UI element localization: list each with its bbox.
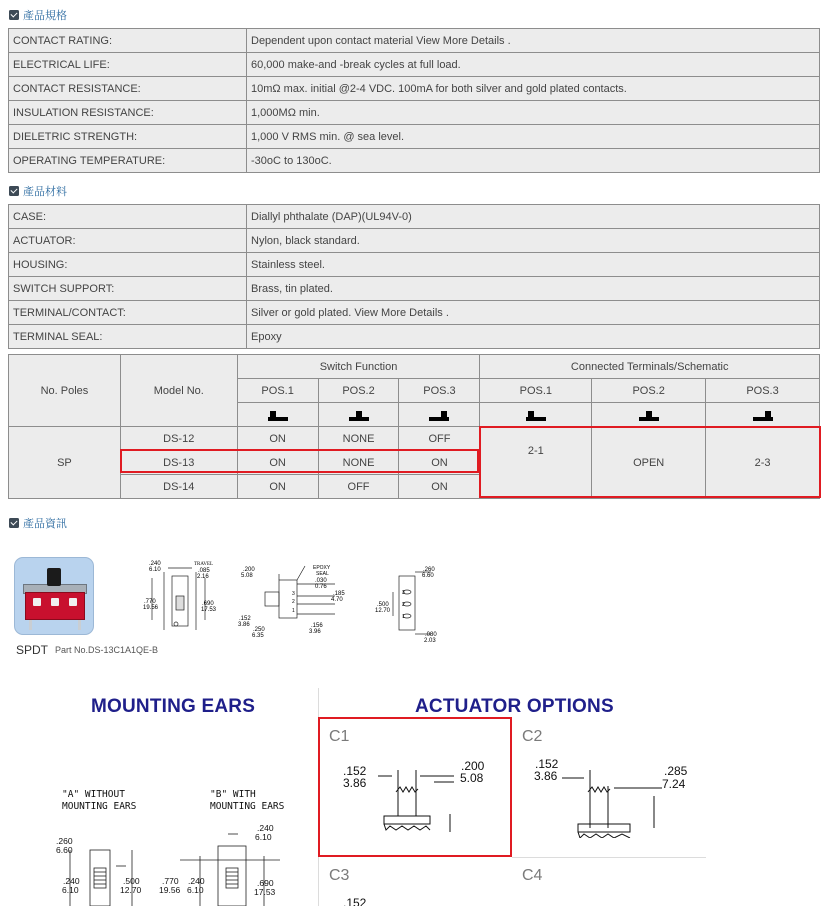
switch-pos3-icon <box>429 409 449 421</box>
terminal-label: 3 <box>292 591 295 597</box>
dim-text: .240 <box>149 561 161 567</box>
dim-text: .152 <box>535 757 559 771</box>
dim-text: 6.60 <box>422 573 434 579</box>
col-model-header: Model No. <box>120 355 237 427</box>
material-section-header <box>9 183 67 199</box>
spec-key: ELECTRICAL LIFE: <box>9 53 247 77</box>
dim-text: .770 <box>162 876 179 886</box>
dim-text: .690 <box>257 878 274 888</box>
function-cell: ON <box>399 475 480 499</box>
mounting-ears-title: MOUNTING EARS <box>91 696 256 717</box>
terminal-label: 1 <box>402 614 405 620</box>
table-row <box>9 125 820 149</box>
spec-key: CONTACT RATING: <box>9 29 247 53</box>
spec-value: 1,000 V RMS min. @ sea level. <box>247 125 820 149</box>
poles-value: SP <box>9 427 121 499</box>
switch-pos1-icon <box>268 409 288 421</box>
switch-pos2-icon-cell <box>318 403 399 427</box>
dim-text: .260 <box>423 567 435 573</box>
dim-text: 17.53 <box>254 887 276 897</box>
function-cell: NONE <box>318 451 399 475</box>
function-cell: OFF <box>318 475 399 499</box>
dim-text: TRAVEL <box>194 562 214 567</box>
material-key: CASE: <box>9 205 247 229</box>
switch-pos3-icon-cell <box>399 403 480 427</box>
mounting-ears-drawing <box>40 820 280 906</box>
material-key: SWITCH SUPPORT: <box>9 277 247 301</box>
dim-text: .690 <box>202 601 214 607</box>
material-key: HOUSING: <box>9 253 247 277</box>
terminal-label: 1 <box>292 608 295 614</box>
function-cell: ON <box>237 451 318 475</box>
dim-text: .240 <box>257 823 274 833</box>
pos-header: POS.2 <box>592 379 706 403</box>
spec-section-header <box>9 7 67 23</box>
switch-pos2-icon-cell <box>592 403 706 427</box>
dim-text: .156 <box>311 623 323 629</box>
pos-header: POS.3 <box>399 379 480 403</box>
dim-text: 12.70 <box>120 885 142 895</box>
table-row <box>9 325 820 349</box>
spec-key: CONTACT RESISTANCE: <box>9 77 247 101</box>
function-cell: ON <box>237 427 318 451</box>
dim-text: .285 <box>664 764 688 778</box>
dim-text: .080 <box>425 632 437 638</box>
dim-text: 4.70 <box>331 597 343 603</box>
function-cell: ON <box>237 475 318 499</box>
spec-key: INSULATION RESISTANCE: <box>9 101 247 125</box>
dim-text: .260 <box>56 836 73 846</box>
material-value: Brass, tin plated. <box>247 277 820 301</box>
dim-text: 12.70 <box>375 608 391 614</box>
product-photo[interactable] <box>14 557 94 635</box>
dim-text: .500 <box>377 602 389 608</box>
dim-text: .030 <box>315 578 327 584</box>
pos-header: POS.1 <box>237 379 318 403</box>
function-cell: ON <box>399 451 480 475</box>
switch-pos3-icon-cell <box>706 403 820 427</box>
terminal-pos1: 2-1 <box>480 427 592 499</box>
dim-text: 3.86 <box>343 776 367 790</box>
dim-text: .770 <box>144 599 156 605</box>
checkbox-icon <box>9 518 19 528</box>
info-section-title: 產品資訊 <box>23 518 67 530</box>
table-row <box>9 77 820 101</box>
side-view-drawing[interactable] <box>140 558 224 638</box>
function-cell: NONE <box>318 427 399 451</box>
model-cell: DS-14 <box>120 475 237 499</box>
dim-text: 7.24 <box>662 777 686 791</box>
column-divider <box>318 688 319 906</box>
table-row <box>9 229 820 253</box>
table-row <box>9 277 820 301</box>
table-row <box>9 53 820 77</box>
actuator-options-title: ACTUATOR OPTIONS <box>415 696 614 717</box>
function-cell: OFF <box>399 427 480 451</box>
material-key: ACTUATOR: <box>9 229 247 253</box>
material-key: TERMINAL/CONTACT: <box>9 301 247 325</box>
option-c2-label: C2 <box>522 728 543 745</box>
table-row <box>9 301 820 325</box>
option-b-label-1: "B" WITH <box>210 789 256 800</box>
material-value: Silver or gold plated. View More Details . <box>247 301 820 325</box>
option-c3-label: C3 <box>329 867 350 884</box>
dim-text: .240 <box>188 876 205 886</box>
dim-text: .200 <box>461 759 485 773</box>
part-number: Part No.DS-13C1A1QE-B <box>55 645 159 655</box>
grid-divider <box>512 857 706 858</box>
spec-key: DIELETRIC STRENGTH: <box>9 125 247 149</box>
dim-text: 19.56 <box>143 605 159 611</box>
dim-text: 6.10 <box>187 885 204 895</box>
dim-text: 2.03 <box>424 638 436 644</box>
table-row <box>9 205 820 229</box>
pos-header: POS.2 <box>318 379 399 403</box>
terminal-label: 3 <box>402 590 405 596</box>
switch-pos1-icon-cell <box>237 403 318 427</box>
dim-text: 5.08 <box>241 573 253 579</box>
switch-pos2-icon <box>639 409 659 421</box>
spec-value: Dependent upon contact material View More Details . <box>247 29 820 53</box>
option-b-label-2: MOUNTING EARS <box>210 801 285 812</box>
dim-text: 17.53 <box>201 607 217 613</box>
spec-value: 1,000MΩ min. <box>247 101 820 125</box>
dim-text: SEAL <box>316 571 329 577</box>
dim-text: 3.86 <box>534 769 558 783</box>
spec-table <box>8 28 820 173</box>
model-table <box>8 354 820 499</box>
dim-text: 2.16 <box>197 574 209 580</box>
dim-text: 6.10 <box>62 885 79 895</box>
dim-text: 3.96 <box>309 629 321 635</box>
spec-section-title: 產品規格 <box>23 10 67 22</box>
dim-text: 19.56 <box>159 885 181 895</box>
terminal-pos2: OPEN <box>592 427 706 499</box>
terminal-pos3: 2-3 <box>706 427 820 499</box>
dim-text: .250 <box>253 627 265 633</box>
material-key: TERMINAL SEAL: <box>9 325 247 349</box>
dim-text: 6.60 <box>56 845 73 855</box>
table-row <box>9 253 820 277</box>
dim-text: 6.10 <box>255 832 272 842</box>
option-c1-label: C1 <box>329 728 350 745</box>
dim-text: .500 <box>123 876 140 886</box>
dim-text: .085 <box>198 568 210 574</box>
option-a-label-1: "A" WITHOUT <box>62 789 125 800</box>
dim-text: 6.10 <box>149 567 161 573</box>
dim-text: 5.08 <box>460 771 484 785</box>
model-cell: DS-13 <box>120 451 237 475</box>
pos-header: POS.3 <box>706 379 820 403</box>
actuator-c1-drawing <box>330 770 500 840</box>
table-row <box>9 29 820 53</box>
bottom-view-drawing[interactable] <box>373 562 443 644</box>
terminal-label: 2 <box>402 602 405 608</box>
option-a-label-2: MOUNTING EARS <box>62 801 137 812</box>
dim-text: EPOXY <box>313 565 331 571</box>
switch-function-header: Switch Function <box>237 355 480 379</box>
switch-pos1-icon-cell <box>480 403 592 427</box>
info-section-header <box>9 515 67 531</box>
table-row <box>9 101 820 125</box>
material-section-title: 產品材料 <box>23 186 67 198</box>
material-value: Diallyl phthalate (DAP)(UL94V-0) <box>247 205 820 229</box>
pos-header: POS.1 <box>480 379 592 403</box>
checkbox-icon <box>9 186 19 196</box>
material-value: Nylon, black standard. <box>247 229 820 253</box>
dim-text: .152 <box>343 896 367 906</box>
material-value: Stainless steel. <box>247 253 820 277</box>
table-row <box>9 427 820 451</box>
dim-text: 0.76 <box>315 584 327 590</box>
option-c4-label: C4 <box>522 867 543 884</box>
spec-value: 60,000 make-and -break cycles at full load. <box>247 53 820 77</box>
front-view-drawing[interactable] <box>235 562 355 642</box>
dim-text: 6.35 <box>252 633 264 639</box>
dim-text: 3.86 <box>238 622 250 628</box>
switch-pos3-icon <box>753 409 773 421</box>
actuator-c2-drawing <box>522 766 702 838</box>
table-row <box>9 149 820 173</box>
spec-key: OPERATING TEMPERATURE: <box>9 149 247 173</box>
dim-text: .185 <box>333 591 345 597</box>
material-table <box>8 204 820 349</box>
spec-value: 10mΩ max. initial @2-4 VDC. 100mA for both silver and gold plated contacts. <box>247 77 820 101</box>
dim-text: .152 <box>343 764 367 778</box>
model-cell: DS-12 <box>120 427 237 451</box>
material-value: Epoxy <box>247 325 820 349</box>
col-poles-header: No. Poles <box>9 355 121 427</box>
checkbox-icon <box>9 10 19 20</box>
switch-pos1-icon <box>526 409 546 421</box>
dim-text: .240 <box>63 876 80 886</box>
terminal-label: 2 <box>292 599 295 605</box>
product-type: SPDT <box>16 643 49 657</box>
switch-pos2-icon <box>349 409 369 421</box>
dim-text: .200 <box>243 567 255 573</box>
spec-value: -30oC to 130oC. <box>247 149 820 173</box>
terminals-header: Connected Terminals/Schematic <box>480 355 820 379</box>
dim-text: .152 <box>239 616 251 622</box>
